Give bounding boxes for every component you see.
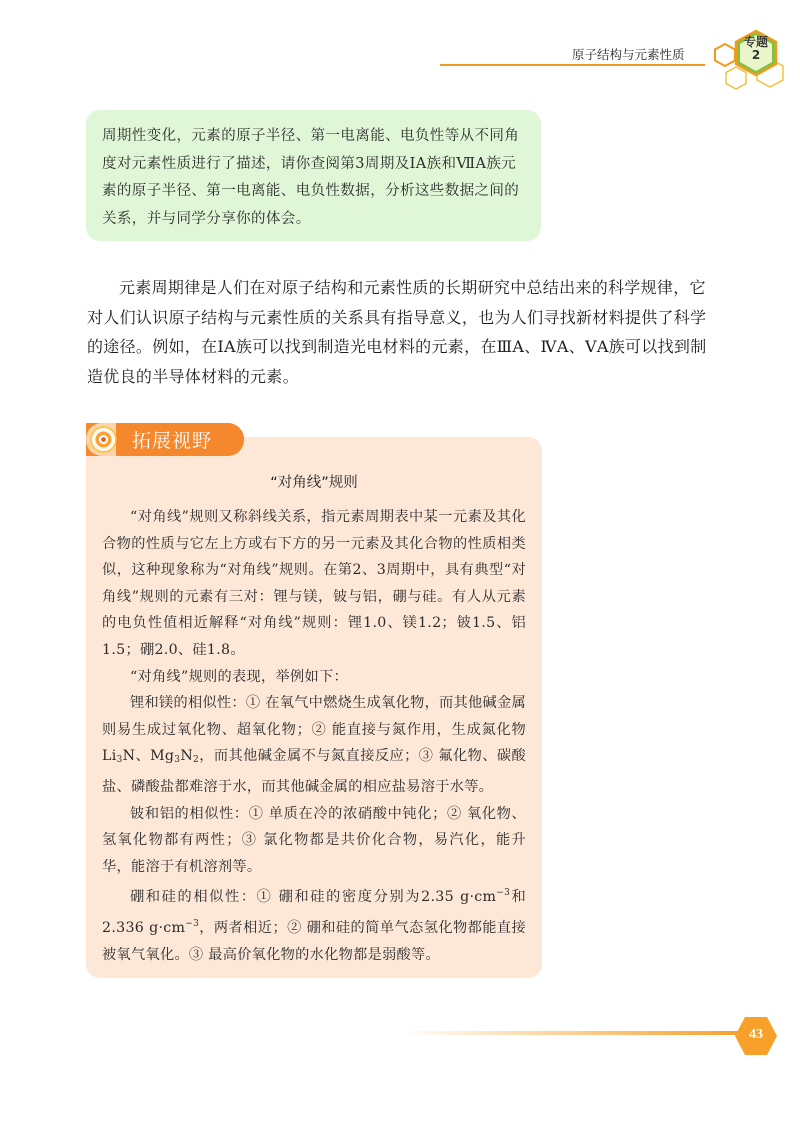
extension-paragraph-1: “对角线”规则又称斜线关系，指元素周期表中某一元素及其化合物的性质与它左上方或右下方的另一元素及其化合物的性质相类似，这种现象称为“对角线”规则。在第2、3周期中，具有典型“对角线”规则的元素有三对：锂与镁，铍与铝，硼与硅。有人从元素的电负性值相近解释“对角线”规则：锂1.0、镁1.2；铍1.5、铝1.5；硼2.0、硅1.8。: [102, 509, 526, 658]
footer-rule: [400, 1031, 738, 1035]
extension-title: “对角线”规则: [270, 475, 358, 491]
lithium-magnesium-text-a: 锂和镁的相似性：① 在氧气中燃烧生成氧化物，而其他碱金属则易生成过氧化物、超氧化物；② 能直接与氮作用，生成氮化物Li: [102, 695, 526, 765]
lithium-magnesium-text-c: N: [180, 748, 194, 765]
section-title: 原子结构与元素性质: [572, 47, 685, 62]
subscript: 3: [116, 755, 123, 766]
page-number: 43: [749, 1027, 763, 1042]
extension-paragraph-3: [102, 690, 526, 800]
extension-body: [102, 504, 526, 968]
extension-paragraph-4: 铍和铝的相似性：① 单质在冷的浓硝酸中钝化；② 氧化物、氢氧化物都有两性；③ 氯化物都是共价化合物，易汽化，能升华，能溶于有机溶剂等。: [102, 805, 526, 875]
superscript: −3: [496, 888, 511, 899]
extension-banner-label: 拓展视野: [132, 430, 213, 452]
boron-silicon-text-a: 硼和硅的相似性：① 硼和硅的密度分别为2.35 g·cm: [130, 889, 497, 906]
badge-line-2: 2: [751, 48, 761, 62]
subscript: 3: [174, 755, 181, 766]
header-rule: [440, 64, 705, 66]
lithium-magnesium-text-b: N、Mg: [122, 748, 175, 765]
boron-silicon-text-b: 和2.336 g·cm: [102, 889, 526, 936]
inquiry-box: [86, 110, 541, 241]
badge-line-1: 专题: [743, 35, 768, 49]
boron-silicon-text-c: ，两者相近；② 硼和硅的简单气态氢化物都能直接被氧气氧化。③ 最高价氧化物的水化物都是弱酸等。: [102, 919, 526, 963]
main-paragraph: 元素周期律是人们在对原子结构和元素性质的长期研究中总结出来的科学规律，它对人们认识原子结构与元素性质的关系具有指导意义，也为人们寻找新材料提供了科学的途径。例如，在ⅠA族可以找到制造光电材料的元素，在ⅢA、ⅣA、ⅤA族可以找到制造优良的半导体材料的元素。: [87, 278, 707, 386]
inquiry-text: 周期性变化，元素的原子半径、第一电离能、电负性等从不同角度对元素性质进行了描述，请你查阅第3周期及ⅠA族和ⅦA族元素的原子半径、第一电离能、电负性数据，分析这些数据之间的关系，并与同学分享你的体会。: [102, 128, 520, 227]
extension-paragraph-2: “对角线”规则的表现，举例如下：: [130, 668, 348, 685]
superscript: −3: [185, 918, 200, 929]
chapter-badge-label: [733, 36, 779, 62]
lithium-magnesium-text-d: ，而其他碱金属不与氮直接反应；③ 氟化物、碳酸盐、磷酸盐都难溶于水，而其他碱金属的相应盐易溶于水等。: [102, 748, 526, 795]
extension-paragraph-5: [102, 880, 526, 968]
subscript: 2: [193, 755, 200, 766]
eye-icon: [90, 426, 117, 453]
